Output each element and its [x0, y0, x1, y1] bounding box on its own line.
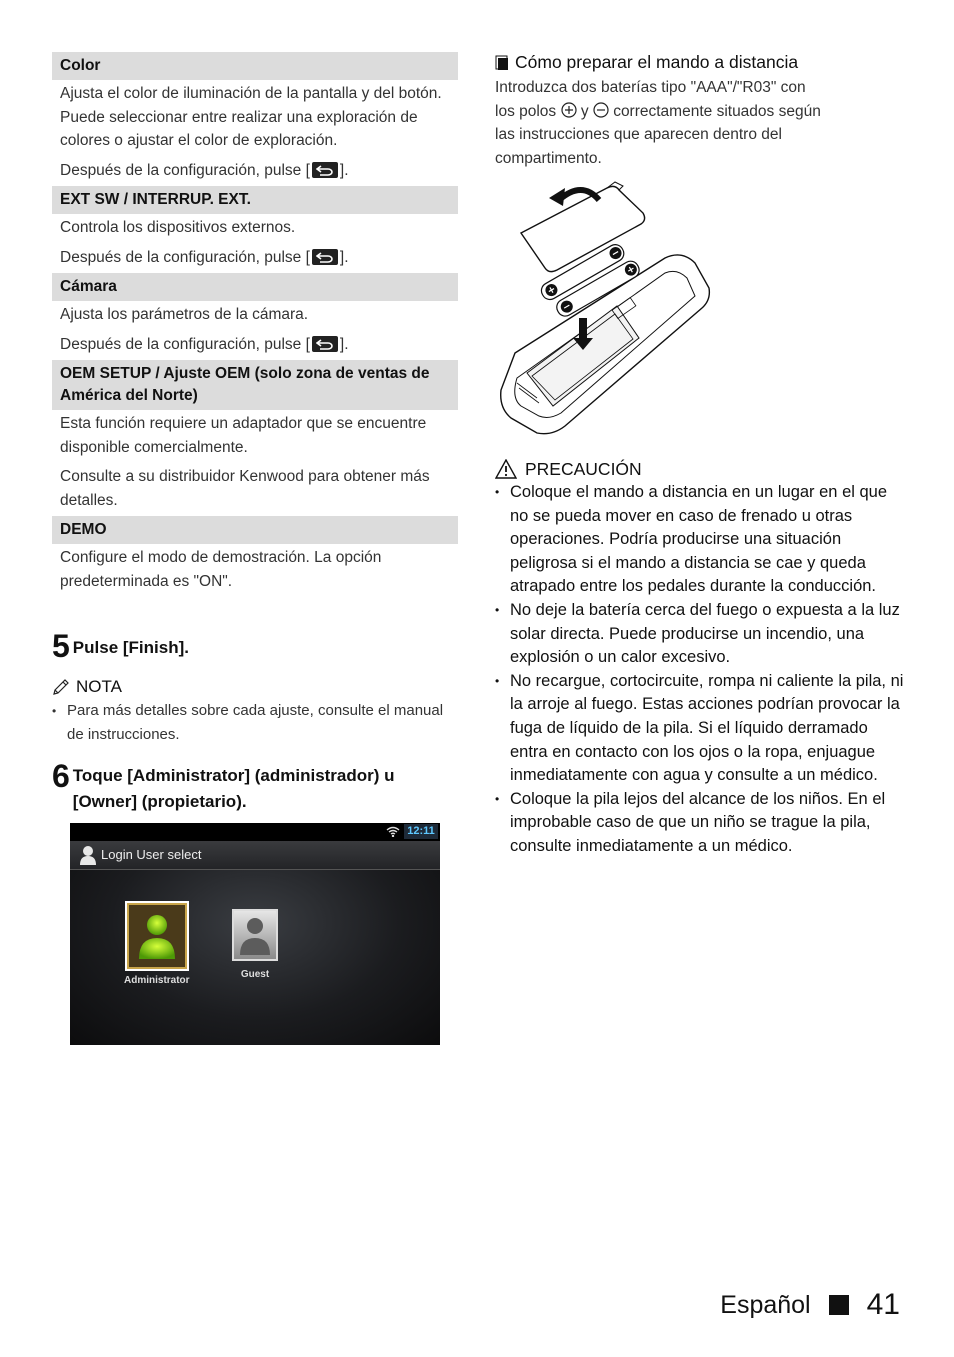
after-config-line [52, 331, 458, 361]
section-demo [52, 516, 458, 597]
caution-item: • Coloque el mando a distancia en un lugar en el que no se pueda mover en caso de frenado u otras operaciones. Podría producirse una situación peligrosa si el mando a distancia se cae y queda atrapado entre los pedales durante la conducción. [495, 481, 905, 599]
status-time: 12:11 [404, 824, 438, 839]
left-column [52, 52, 458, 815]
warning-triangle-icon [495, 459, 517, 479]
user-label: Administrator [124, 975, 190, 986]
step-5 [52, 628, 458, 664]
return-icon [312, 249, 338, 265]
section-oem-setup [52, 360, 458, 516]
remote-heading [495, 50, 905, 74]
square-bullet-icon [495, 55, 509, 70]
section-text: Consulte a su distribuidor Kenwood para obtener más detalles. [60, 468, 430, 509]
caution-heading [495, 457, 905, 481]
after-config-pre: Después de la configuración, pulse [ [60, 248, 310, 266]
after-config-line [52, 244, 458, 274]
screen-title: Login User select [101, 847, 202, 862]
right-column [495, 50, 905, 859]
after-config-pre: Después de la configuración, pulse [ [60, 335, 310, 353]
return-icon [312, 162, 338, 178]
section-heading: DEMO [52, 516, 458, 544]
section-camara [52, 273, 458, 360]
title-bar [70, 841, 440, 870]
intro-line: las instrucciones que aparecen dentro del [495, 126, 782, 143]
remote-heading-text: Cómo preparar el mando a distancia [515, 52, 799, 72]
step-text: Pulse [Finish]. [72, 638, 189, 657]
login-screen [70, 823, 440, 1045]
pencil-icon [52, 678, 70, 696]
section-heading: OEM SETUP / Ajuste OEM (solo zona de ventas de América del Norte) [52, 360, 458, 410]
note [52, 677, 458, 747]
after-config-post: ]. [339, 161, 349, 179]
admin-tile [127, 903, 187, 969]
page-number: 41 [866, 1288, 900, 1321]
remote-battery-illustration [497, 178, 712, 443]
section-text: Configure el modo de demostración. La opción predeterminada es "ON". [60, 549, 382, 590]
caution [495, 457, 905, 859]
return-icon [312, 336, 338, 352]
intro-line: compartimento. [495, 149, 602, 167]
user-icon [79, 845, 97, 865]
page-footer [720, 1288, 900, 1322]
minus-pole-icon [593, 102, 609, 118]
caution-item: • Coloque la pila lejos del alcance de los niños. En el improbable caso de que un niño se trague la pila, consulte inmediatamente a un médico. [495, 788, 905, 859]
caution-item: • No deje la batería cerca del fuego o expuesta a la luz solar directa. Puede producirse un incendio, una explosión o un calor excesivo. [495, 599, 905, 670]
note-title: NOTA [76, 677, 122, 696]
after-config-post: ]. [339, 335, 349, 353]
user-guest[interactable] [232, 903, 278, 980]
note-item: • Para más detalles sobre cada ajuste, consulte el manual de instrucciones. [52, 699, 458, 747]
user-administrator[interactable] [124, 903, 190, 986]
section-heading: EXT SW / INTERRUP. EXT. [52, 186, 458, 214]
section-text: Controla los dispositivos externos. [60, 219, 296, 236]
guest-avatar-icon [234, 911, 276, 959]
after-config-line [52, 157, 458, 187]
intro-line: Introduzca dos baterías tipo "AAA"/"R03" con [495, 79, 806, 96]
section-heading: Cámara [52, 273, 458, 301]
section-text: Ajusta el color de iluminación de la pantalla y del botón. Puede seleccionar entre realizar una exploración de colores o ajustar el color de exploración. [60, 85, 442, 149]
after-config-post: ]. [339, 248, 349, 266]
intro-text: los polos [495, 102, 557, 120]
administrator-avatar-icon [129, 905, 185, 967]
section-color [52, 52, 458, 186]
section-text: Ajusta los parámetros de la cámara. [60, 306, 309, 323]
step-6 [52, 758, 458, 815]
footer-language: Español [720, 1290, 811, 1319]
wifi-icon [386, 826, 400, 837]
intro-text: y [580, 102, 589, 120]
caution-title: PRECAUCIÓN [525, 459, 642, 479]
guest-tile [232, 909, 278, 961]
step-number: 5 [52, 628, 70, 664]
status-bar [70, 823, 440, 841]
step-number: 6 [52, 758, 70, 794]
intro-text: correctamente situados según [613, 102, 821, 120]
section-heading: Color [52, 52, 458, 80]
user-label: Guest [240, 969, 270, 980]
section-ext-sw [52, 186, 458, 273]
step-text: Toque [Administrator] (administrador) u [Owner] (propietario). [72, 766, 395, 811]
remote-intro [495, 76, 905, 170]
intro-line-polarity [495, 100, 905, 124]
note-heading [52, 677, 458, 697]
caution-item: • No recargue, cortocircuite, rompa ni caliente la pila, ni la arroje al fuego. Estas acciones podrían provocar la fuga de líquido de la pila. Si el líquido derramado entra en contacto con los ojos o la ropa, enjuague inmediatamente con agua y consulte a un médico. [495, 670, 905, 788]
section-text: Esta función requiere un adaptador que se encuentre disponible comercialmente. [60, 415, 427, 456]
plus-pole-icon [561, 102, 577, 118]
footer-square-icon [829, 1295, 849, 1315]
after-config-pre: Después de la configuración, pulse [ [60, 161, 310, 179]
